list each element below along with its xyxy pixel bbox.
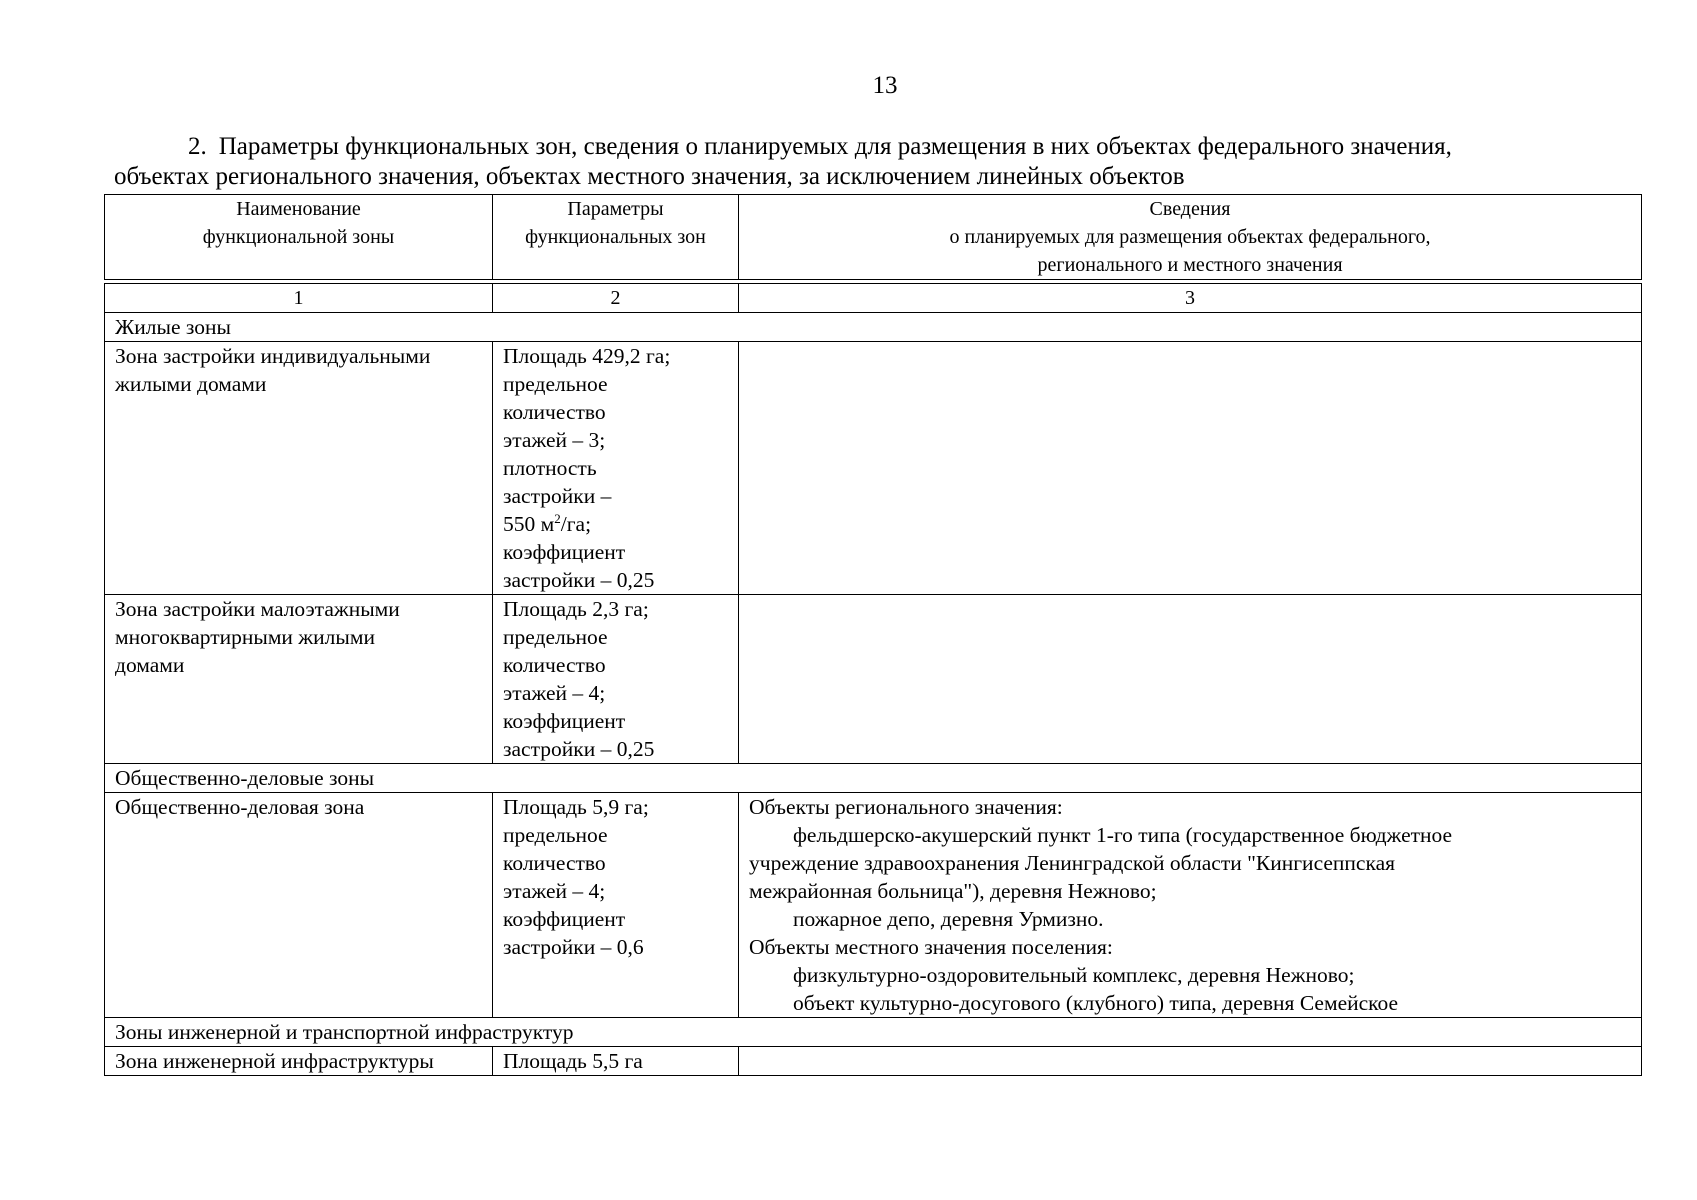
local-objects-title: Объекты местного значения поселения: bbox=[749, 935, 1113, 959]
zone-objects bbox=[739, 1047, 1642, 1076]
header-zone-name: Наименование функциональной зоны bbox=[105, 195, 493, 280]
zone-objects bbox=[739, 342, 1642, 595]
table-row bbox=[105, 1047, 1642, 1076]
regional-object-item-continuation: учреждение здравоохранения Ленинградской области "Кингисеппская межрайонная больница"), деревня Нежново; bbox=[749, 851, 1396, 903]
section-row-public-business bbox=[105, 764, 1642, 793]
zone-objects bbox=[739, 793, 1642, 1018]
header-objects-info: Сведения о планируемых для размещения объектах федерального, регионального и местного значения bbox=[739, 195, 1642, 280]
regional-object-item: фельдшерско-акушерский пункт 1-го типа (государственное бюджетное bbox=[793, 823, 1453, 847]
header-row bbox=[105, 195, 1642, 280]
regional-objects-title: Объекты регионального значения: bbox=[749, 795, 1063, 819]
header-zone-params: Параметры функциональных зон bbox=[493, 195, 739, 280]
square-superscript: 2 bbox=[554, 510, 561, 526]
local-object-item: объект культурно-досугового (клубного) типа, деревня Семейское bbox=[793, 991, 1399, 1015]
zone-name: Общественно-деловая зона bbox=[105, 793, 493, 1018]
zone-params-text: Площадь 429,2 га; предельное количество этажей – 3; плотность застройки – 550 м bbox=[503, 344, 671, 536]
table-header bbox=[104, 194, 1642, 280]
section-title: Зоны инженерной и транспортной инфраструктур bbox=[105, 1018, 1642, 1047]
local-object-item: физкультурно-оздоровительный комплекс, деревня Нежново; bbox=[793, 963, 1355, 987]
zone-params: Площадь 2,3 га; предельное количество этажей – 4; коэффициент застройки – 0,25 bbox=[493, 595, 739, 764]
section-title: Жилые зоны bbox=[105, 313, 1642, 342]
zone-objects bbox=[739, 595, 1642, 764]
table-row bbox=[105, 793, 1642, 1018]
zone-name: Зона застройки индивидуальными жилыми домами bbox=[105, 342, 493, 595]
zone-name: Зона инженерной инфраструктуры bbox=[105, 1047, 493, 1076]
table-row bbox=[105, 595, 1642, 764]
section-title: Общественно-деловые зоны bbox=[105, 764, 1642, 793]
column-number-1: 1 bbox=[105, 284, 493, 313]
zone-params: Площадь 5,9 га; предельное количество этажей – 4; коэффициент застройки – 0,6 bbox=[493, 793, 739, 1018]
page-number: 13 bbox=[872, 72, 898, 99]
heading-number: 2. bbox=[188, 133, 207, 160]
zone-params bbox=[493, 342, 739, 595]
regional-object-item: пожарное депо, деревня Урмизно. bbox=[793, 907, 1104, 931]
zones-table bbox=[104, 283, 1642, 1076]
section-heading bbox=[114, 132, 1654, 192]
zone-name: Зона застройки малоэтажными многоквартирными жилыми домами bbox=[105, 595, 493, 764]
column-number-row bbox=[105, 284, 1642, 313]
zone-params: Площадь 5,5 га bbox=[493, 1047, 739, 1076]
zone-params-text-end: /га; коэффициент застройки – 0,25 bbox=[503, 512, 655, 592]
section-row-infrastructure bbox=[105, 1018, 1642, 1047]
table-row bbox=[105, 342, 1642, 595]
heading-line-2: объектах регионального значения, объектах местного значения, за исключением линейных объектов bbox=[114, 163, 1185, 190]
column-number-3: 3 bbox=[739, 284, 1642, 313]
column-number-2: 2 bbox=[493, 284, 739, 313]
section-row-residential bbox=[105, 313, 1642, 342]
heading-line-1: Параметры функциональных зон, сведения о планируемых для размещения в них объектах федерального значения, bbox=[218, 133, 1452, 160]
